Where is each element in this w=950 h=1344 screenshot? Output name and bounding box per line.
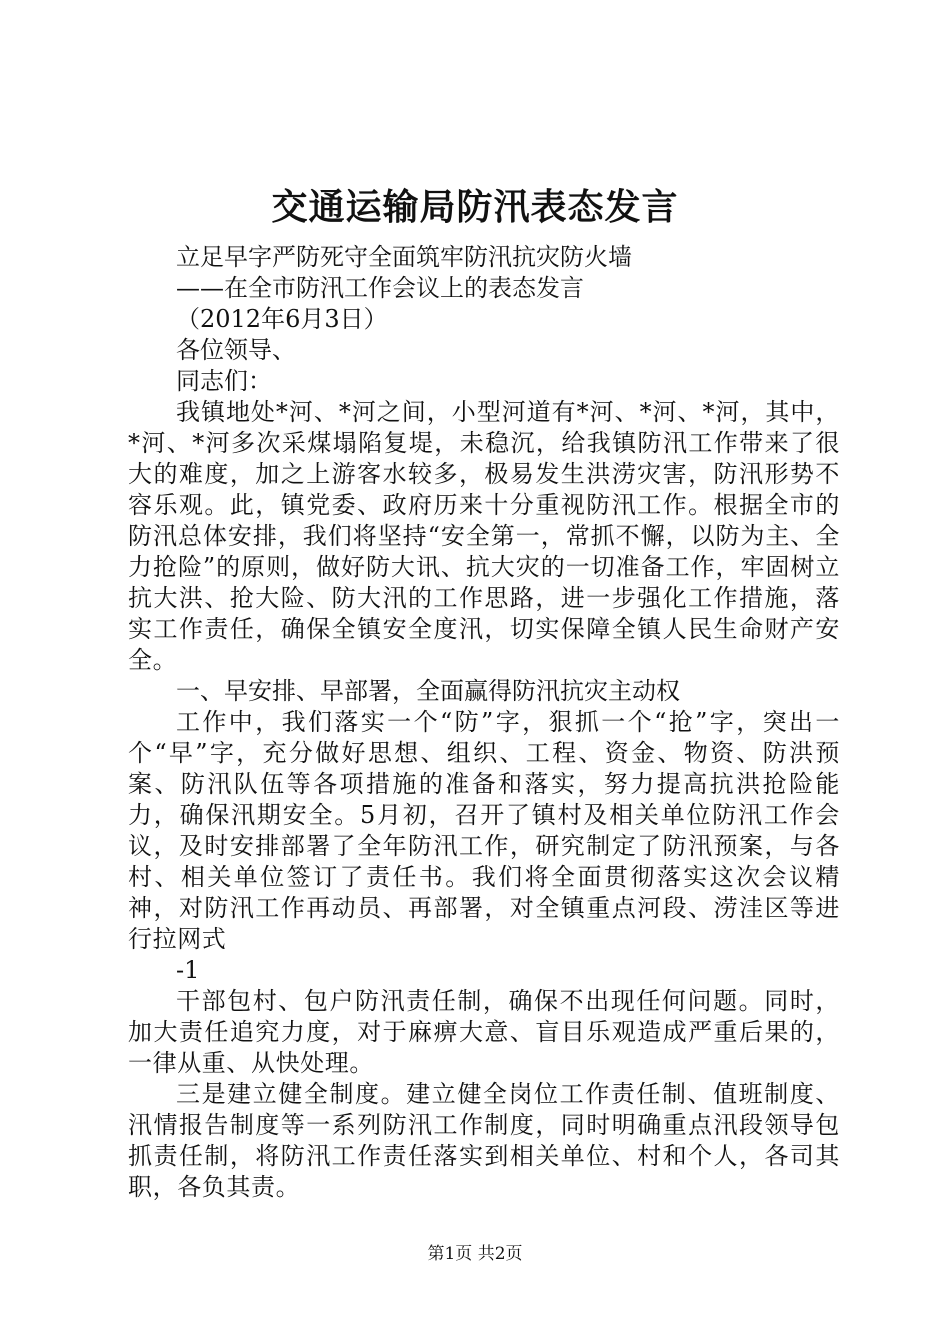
paragraph-section-1: 工作中，我们落实一个“防”字，狠抓一个“抢”字，突出一个“早”字，充分做好思想、组织、工程、资金、物资、防洪预案、防汛队伍等各项措施的准备和落实，努力提高抗洪抢险能力，确保汛期安全。5月初，召开了镇村及相关单位防汛工作会议，及时安排部署了全年防汛工作，研究制定了防汛预案，与各村、相关单位签订了责任书。我们将全面贯彻落实这次会议精神，对防汛工作再动员、再部署，对全镇重点河段、涝洼区等进行拉网式: [128, 708, 840, 953]
paragraph-responsibility: 干部包村、包户防汛责任制，确保不出现任何问题。同时，加大责任追究力度，对于麻痹大意、盲目乐观造成严重后果的，一律从重、从快处理。: [128, 987, 840, 1077]
page-marker: -1: [176, 956, 200, 984]
paragraph-intro: 我镇地处*河、*河之间，小型河道有*河、*河、*河，其中，*河、*河多次采煤塌陷复堤，未稳沉，给我镇防汛工作带来了很大的难度，加之上游客水较多，极易发生洪涝灾害，防汛形势不容乐观。此，镇党委、政府历来十分重视防汛工作。根据全市的防汛总体安排，我们将坚持“安全第一，常抓不懈，以防为主、全力抢险”的原则，做好防大讯、抗大灾的一切准备工作，牢固树立抗大洪、抢大险、防大汛的工作思路，进一步强化工作措施，落实工作责任，确保全镇安全度汛，切实保障全镇人民生命财产安全。: [128, 398, 840, 674]
document-subtitle-2: ——在全市防汛工作会议上的表态发言: [176, 274, 584, 302]
document-subtitle: 立足早字严防死守全面筑牢防汛抗灾防火墙: [176, 243, 632, 271]
salutation-leaders: 各位领导、: [176, 336, 296, 364]
salutation-comrades: 同志们：: [176, 367, 272, 395]
section-heading-1: 一、早安排、早部署，全面赢得防汛抗灾主动权: [176, 677, 680, 705]
paragraph-system: 三是建立健全制度。建立健全岗位工作责任制、值班制度、汛情报告制度等一系列防汛工作制度，同时明确重点汛段领导包抓责任制，将防汛工作责任落实到相关单位、村和个人，各司其职，各负其责。: [128, 1080, 840, 1201]
document-body: [128, 210, 840, 1203]
page-footer: 第1页 共2页: [427, 1244, 523, 1264]
document-date: （2012年6月3日）: [176, 305, 388, 333]
document-title: 交通运输局防汛表态发言: [271, 186, 679, 228]
